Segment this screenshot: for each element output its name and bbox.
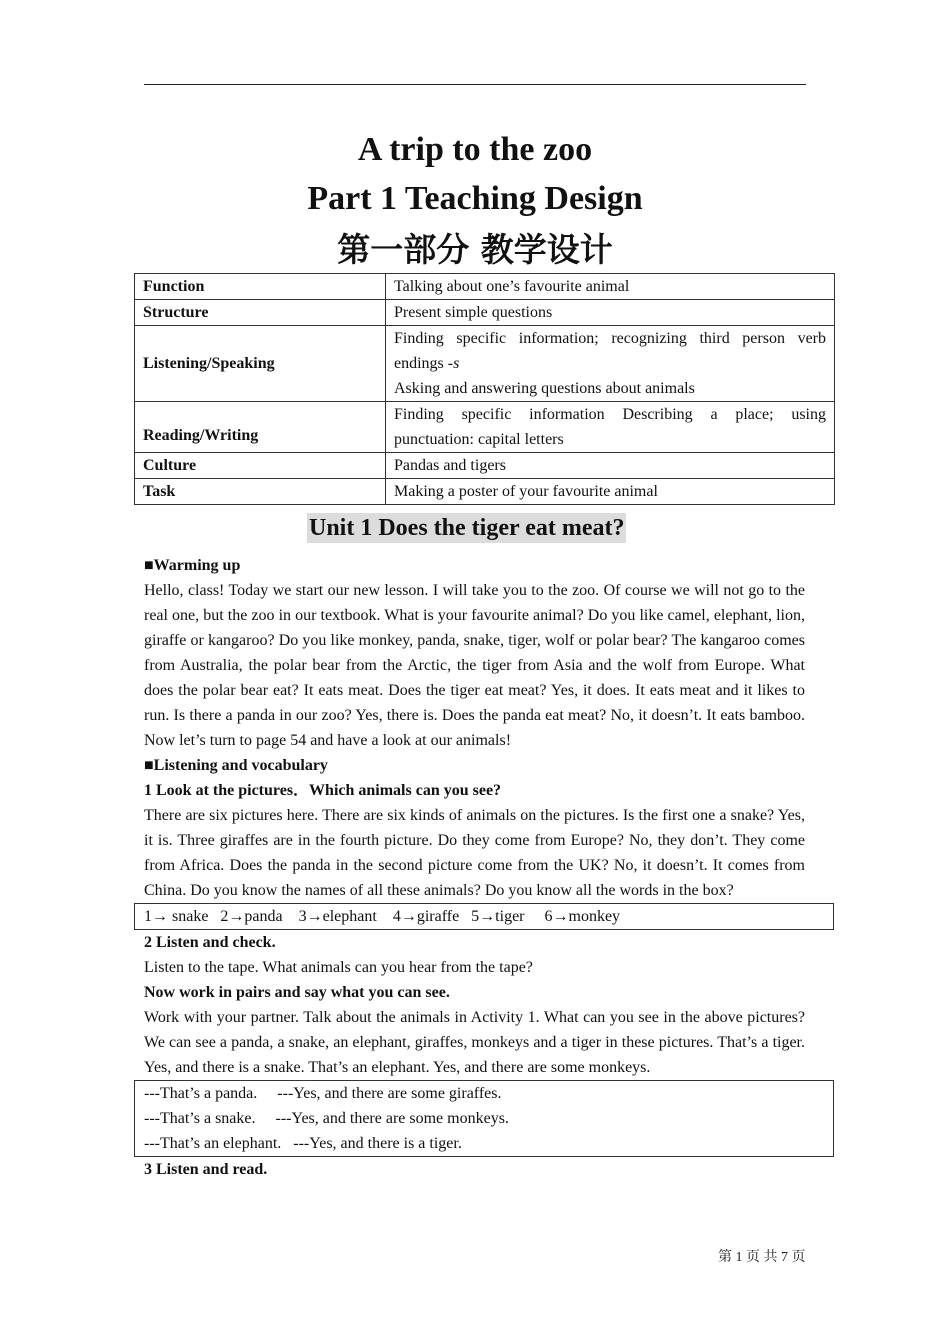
pair-work-text: Work with your partner. Talk about the animals in Activity 1. What can you see in the above pictures? We can see a panda, a snake, an elephant, giraffes, monkeys and a tiger in these pictures. That’s a tiger. Yes, and there is a snake. That’s an elephant. Yes, and there are some monkeys. <box>144 1009 805 1076</box>
table-row <box>135 479 835 505</box>
dialogue-box <box>134 1080 834 1157</box>
table-key: Listening/Speaking <box>135 326 386 402</box>
table-value <box>386 326 835 402</box>
header-rule <box>144 84 806 85</box>
section-heading-listening: ■Listening and vocabulary <box>144 757 328 774</box>
dialogue-line: ---That’s a snake. ---Yes, and there are some monkeys. <box>144 1110 509 1127</box>
document-title: A trip to the zoo <box>357 131 593 168</box>
section-heading-warming-up: ■Warming up <box>144 557 241 574</box>
page-footer: 第 1 页 共 7 页 <box>718 1250 806 1265</box>
table-key: Structure <box>135 300 386 326</box>
dialogue-line: ---That’s an elephant. ---Yes, and there is a tiger. <box>144 1135 462 1152</box>
table-value: Talking about one’s favourite animal <box>386 274 835 300</box>
table-value-line: Asking and answering questions about animals <box>394 380 695 397</box>
activity-2-text: Listen to the tape. What animals can you hear from the tape? <box>144 959 533 976</box>
activity-2-heading: 2 Listen and check. <box>144 934 276 951</box>
table-value: Present simple questions <box>386 300 835 326</box>
table-row <box>135 300 835 326</box>
table-row <box>135 274 835 300</box>
table-key: Reading/Writing <box>135 402 386 453</box>
warming-up-text: Hello, class! Today we start our new lesson. I will take you to the zoo. Of course we will not go to the real one, but the zoo in our textbook. What is your favourite animal? Do you like camel, elephant, lion, giraffe or kangaroo? Do you like monkey, panda, snake, tiger, wolf or polar bear? The kangaroo comes from Australia, the polar bear from the Arctic, the tiger from Asia and the wolf from Europe. What does the polar bear eat? It eats meat. Does the tiger eat meat? Yes, it does. It eats meat and it likes to run. Is there a panda in our zoo? Yes, there is. Does the panda eat meat? No, it doesn’t. It eats bamboo. Now let’s turn to page 54 and have a look at our animals! <box>144 582 805 749</box>
table-row <box>135 326 835 402</box>
document-subtitle: Part 1 Teaching Design <box>307 180 643 217</box>
activity-1-heading: 1 Look at the pictures．Which animals can you see? <box>144 782 502 799</box>
answer-box <box>134 903 834 930</box>
table-row <box>135 402 835 453</box>
teaching-design-table <box>134 273 835 505</box>
table-key: Function <box>135 274 386 300</box>
answer-list: 1→ snake 2→panda 3→elephant 4→giraffe 5→tiger 6→monkey <box>144 908 621 925</box>
table-value: Finding specific information Describing a place; using punctuation: capital letters <box>386 402 835 453</box>
table-value: Making a poster of your favourite animal <box>386 479 835 505</box>
table-key: Task <box>135 479 386 505</box>
table-row <box>135 453 835 479</box>
dialogue-line: ---That’s a panda. ---Yes, and there are some giraffes. <box>144 1085 502 1102</box>
table-value: Pandas and tigers <box>386 453 835 479</box>
unit-title: Unit 1 Does the tiger eat meat? <box>309 515 625 541</box>
activity-1-text: There are six pictures here. There are six kinds of animals on the pictures. Is the first one a snake? Yes, it is. Three giraffes are in the fourth picture. Do they come from Europe? No, they don’t. They come from Africa. Does the panda in the second picture come from the UK? No, it doesn’t. It comes from China. Do you know the names of all these animals? Do you know all the words in the box? <box>144 807 805 899</box>
lesson-body <box>144 553 805 1182</box>
verb-ending-s: s <box>453 355 460 372</box>
activity-3-heading: 3 Listen and read. <box>144 1161 268 1178</box>
table-value-line: Finding specific information; recognizing third person verb endings - <box>394 330 826 372</box>
table-key: Culture <box>135 453 386 479</box>
document-subtitle-chinese: 第一部分 教学设计 <box>337 230 613 269</box>
pair-work-heading: Now work in pairs and say what you can see. <box>144 984 450 1001</box>
